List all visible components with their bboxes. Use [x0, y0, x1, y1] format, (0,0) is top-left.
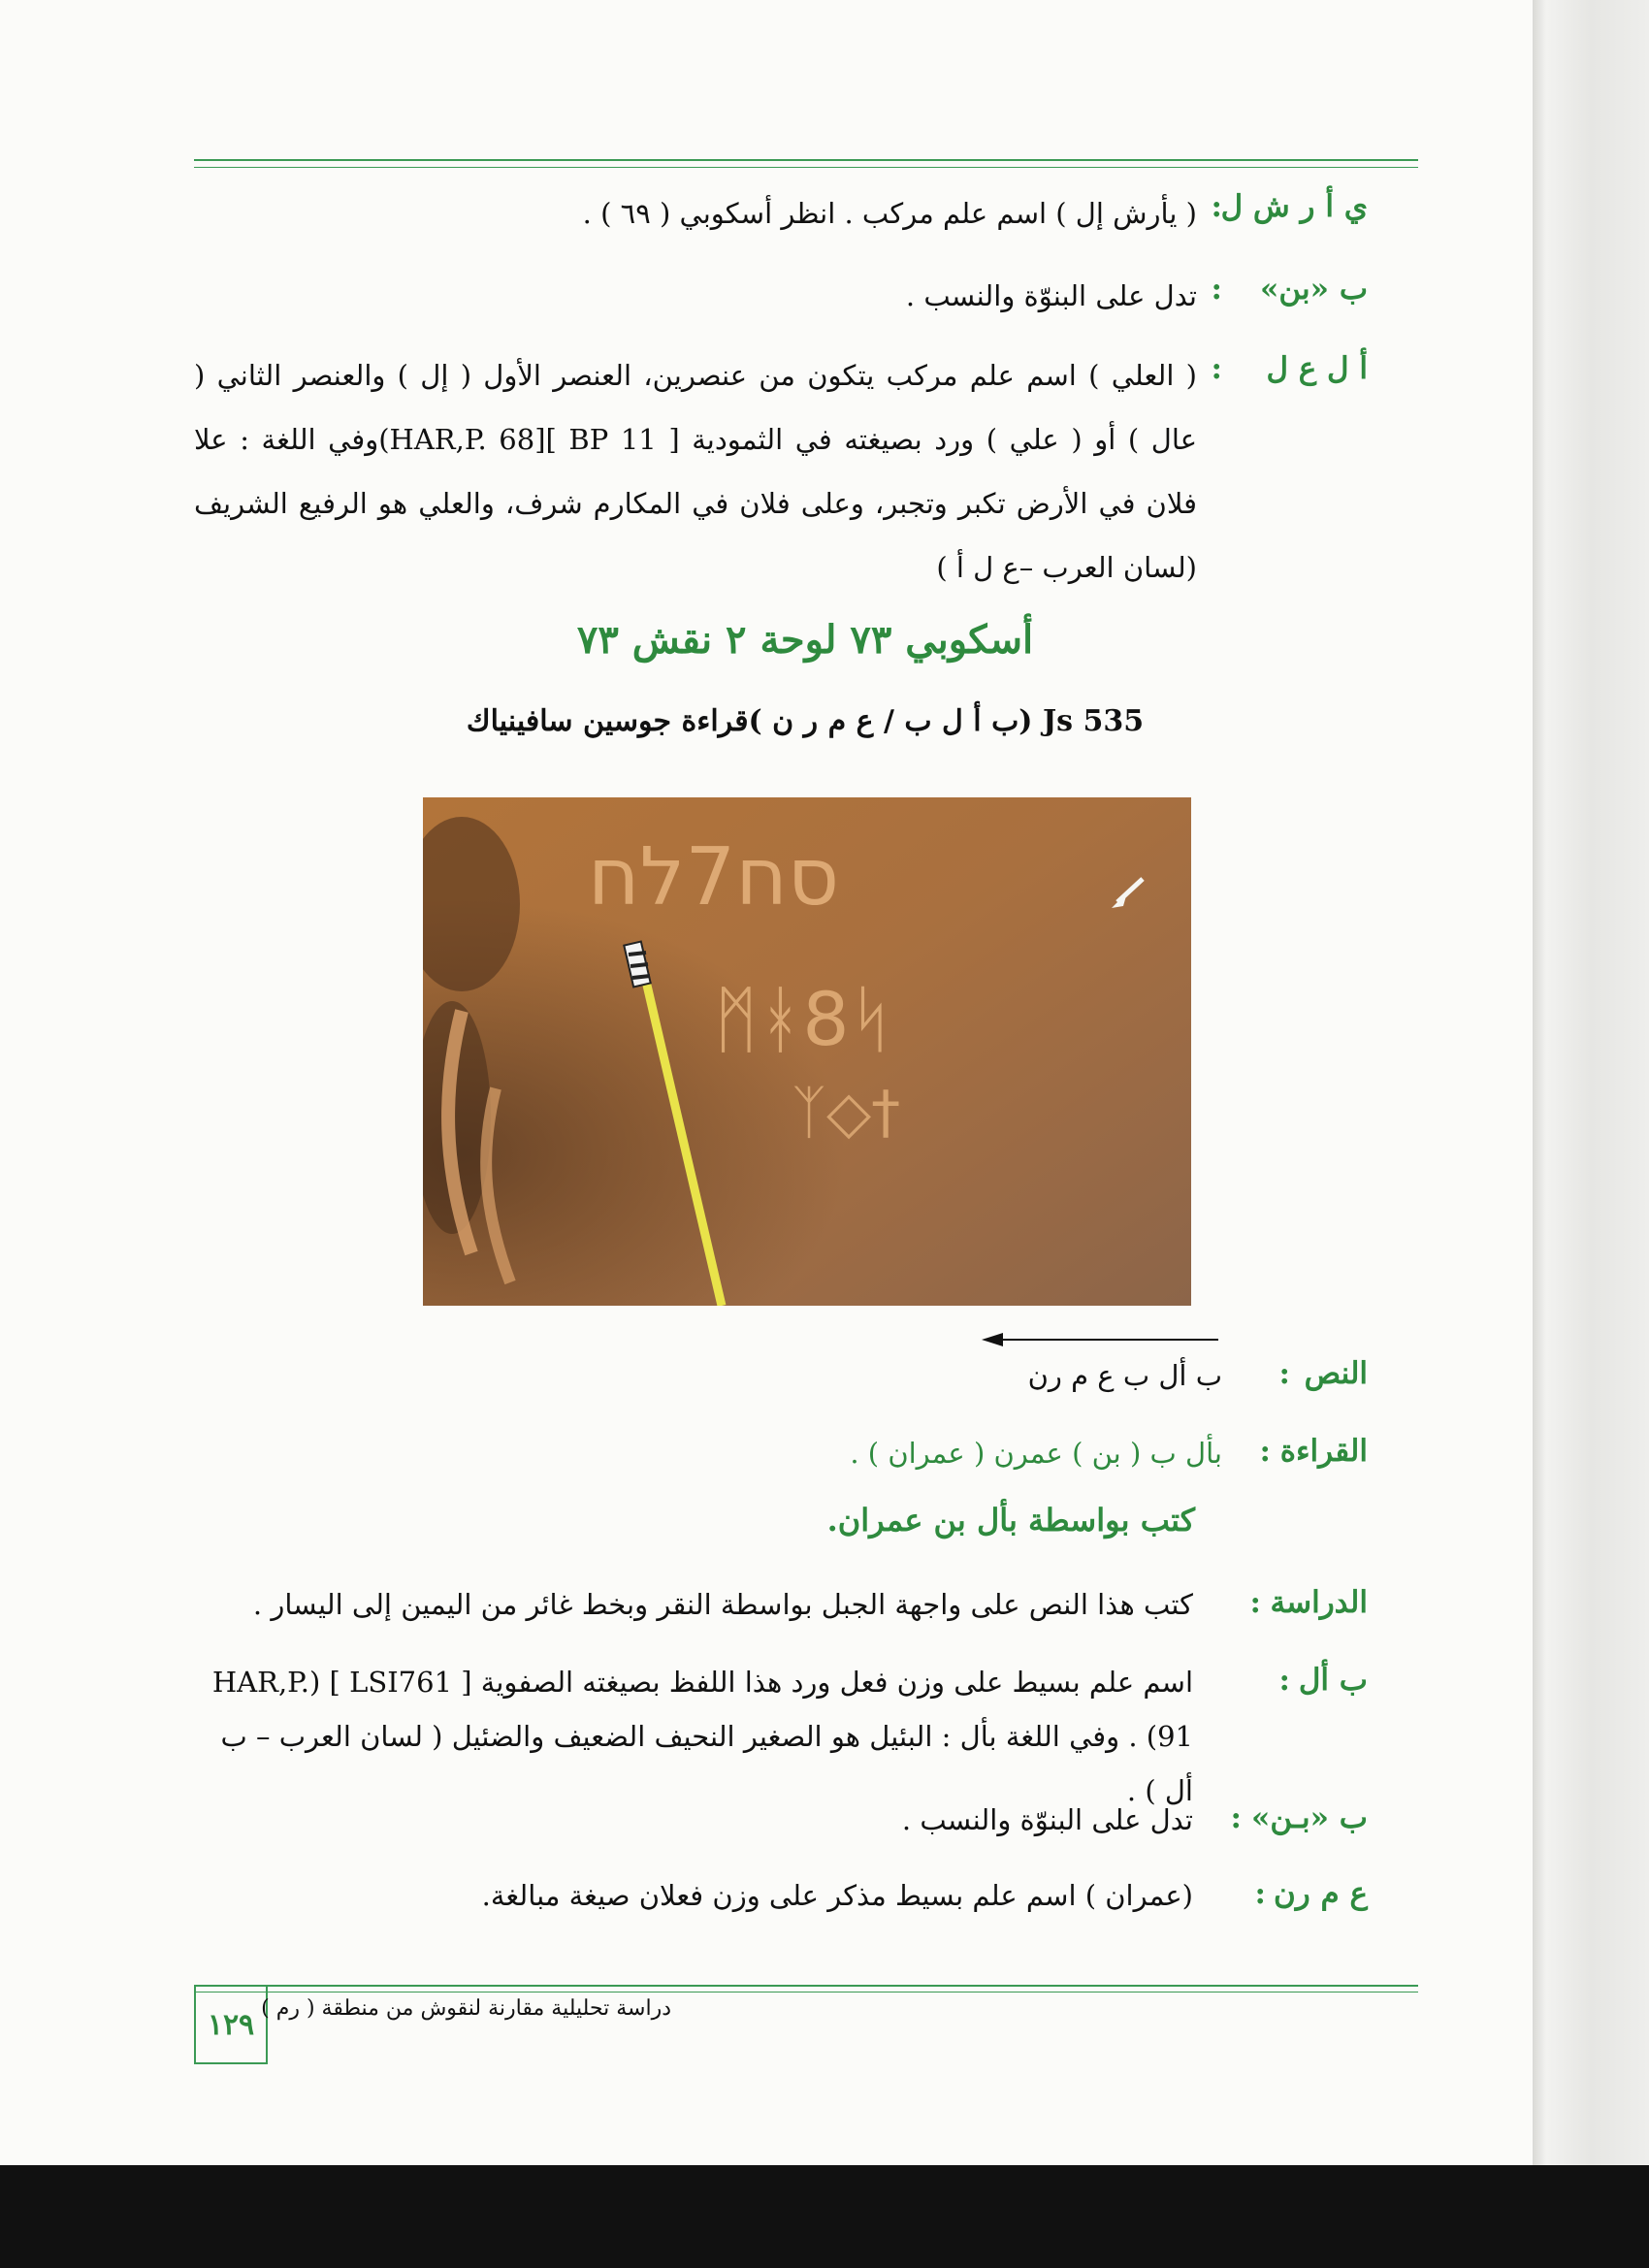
entry-colon: : — [1278, 1663, 1290, 1698]
running-title: دراسة تحليلية مقارنة لنقوش من منطقة ( رم ) — [261, 1996, 671, 2021]
field-colon: : — [1278, 1356, 1290, 1391]
entry-definition: ( يأرش إل ) اسم علم مركب . انظر أسكوبي ( ٦٩ ) . — [582, 197, 1197, 230]
entry-bin — [194, 272, 1368, 320]
entry-term: ب «بـن» — [1250, 1800, 1368, 1835]
entry-al-ali — [194, 351, 1368, 594]
entry-colon: : — [1211, 272, 1222, 307]
entry-yarsh-il — [194, 189, 1368, 238]
entry-term: ب أل — [1298, 1663, 1368, 1698]
entry-definition: تدل على البنوّة والنسب . — [905, 279, 1197, 312]
page-number: ١٢٩ — [194, 1985, 268, 2064]
entry-term: ب «بن» — [1260, 272, 1368, 307]
field-colon: : — [1259, 1434, 1271, 1469]
footer-rule-bottom — [194, 1992, 1418, 1993]
field-label: النص — [1304, 1356, 1368, 1391]
entry-colon: : — [1211, 351, 1222, 386]
entry-colon: : — [1211, 189, 1222, 224]
header-rule-bottom — [194, 167, 1418, 168]
inscription-line-2: ᛗᚼ8ᛋ — [714, 976, 894, 1062]
reading-direction-arrow — [982, 1330, 1218, 1349]
entry-bin-2 — [194, 1800, 1368, 1849]
field-value: ب أل ب ع م رن — [1027, 1359, 1222, 1392]
entry-definition: اسم علم بسيط على وزن فعل ورد هذا اللفظ بصيغته الصفوية [ LSI761 ] (HAR,P. 91) . وفي اللغة بأل : البئيل هو الصغير النحيف الضعيف والضئيل ( لسان العرب – ب أل ) . — [211, 1666, 1193, 1807]
book-spine — [1533, 0, 1649, 2165]
entry-definition: (عمران ) اسم علم بسيط مذكر على وزن فعلان صيغة مبالغة. — [481, 1879, 1193, 1912]
entry-bal — [194, 1663, 1368, 1807]
field-colon: : — [1249, 1585, 1261, 1620]
field-label: القراءة — [1279, 1434, 1368, 1469]
reading-conclusion: كتب بواسطة بأل بن عمران. — [826, 1502, 1195, 1539]
field-study — [194, 1585, 1368, 1634]
inscription-line-1: סח7לח — [588, 831, 840, 923]
header-rule-top — [194, 159, 1418, 161]
field-value: بأل ب ( بن ) عمرن ( عمران ) . — [850, 1437, 1222, 1470]
entry-term: ع م رن — [1273, 1876, 1368, 1911]
rock-photo-graphic — [423, 797, 1191, 1306]
field-text — [194, 1356, 1368, 1405]
inscription-line-3: ᛉ◇† — [792, 1079, 901, 1147]
inscription-subtitle: Js 535 (ب أ ل ب / ع م ر ن )قراءة جوسين سافينياك — [466, 704, 1145, 738]
scan-border — [0, 2165, 1649, 2268]
entry-colon: : — [1254, 1876, 1266, 1911]
footer-rule-top — [194, 1985, 1418, 1987]
entry-term: ي أ ر ش ل — [1220, 189, 1368, 224]
entry-colon: : — [1230, 1800, 1242, 1835]
entry-definition: تدل على البنوّة والنسب . — [901, 1803, 1193, 1836]
entry-term: أ ل ع ل — [1266, 351, 1368, 386]
entry-definition: ( العلي ) اسم علم مركب يتكون من عنصرين، العنصر الأول ( إل ) والعنصر الثاني ( عال ) أو ( علي ) ورد بصيغته في الثمودية [ BP 11 ][HAR,P. 68)وفي اللغة : علا فلان في الأرض تكبر وتجبر، وعلى فلان في المكارم شرف، والعلي هو الرفيع الشريف (لسان العرب –ع ل أ ) — [194, 359, 1197, 584]
inscription-title: أسكوبي ٧٣ لوحة ٢ نقش ٧٣ — [576, 617, 1034, 663]
inscription-photo — [423, 797, 1191, 1306]
field-value: كتب هذا النص على واجهة الجبل بواسطة النقر وبخط غائر من اليمين إلى اليسار . — [252, 1588, 1193, 1621]
entry-amran — [194, 1876, 1368, 1925]
field-reading — [194, 1434, 1368, 1482]
field-label: الدراسة — [1270, 1585, 1368, 1620]
